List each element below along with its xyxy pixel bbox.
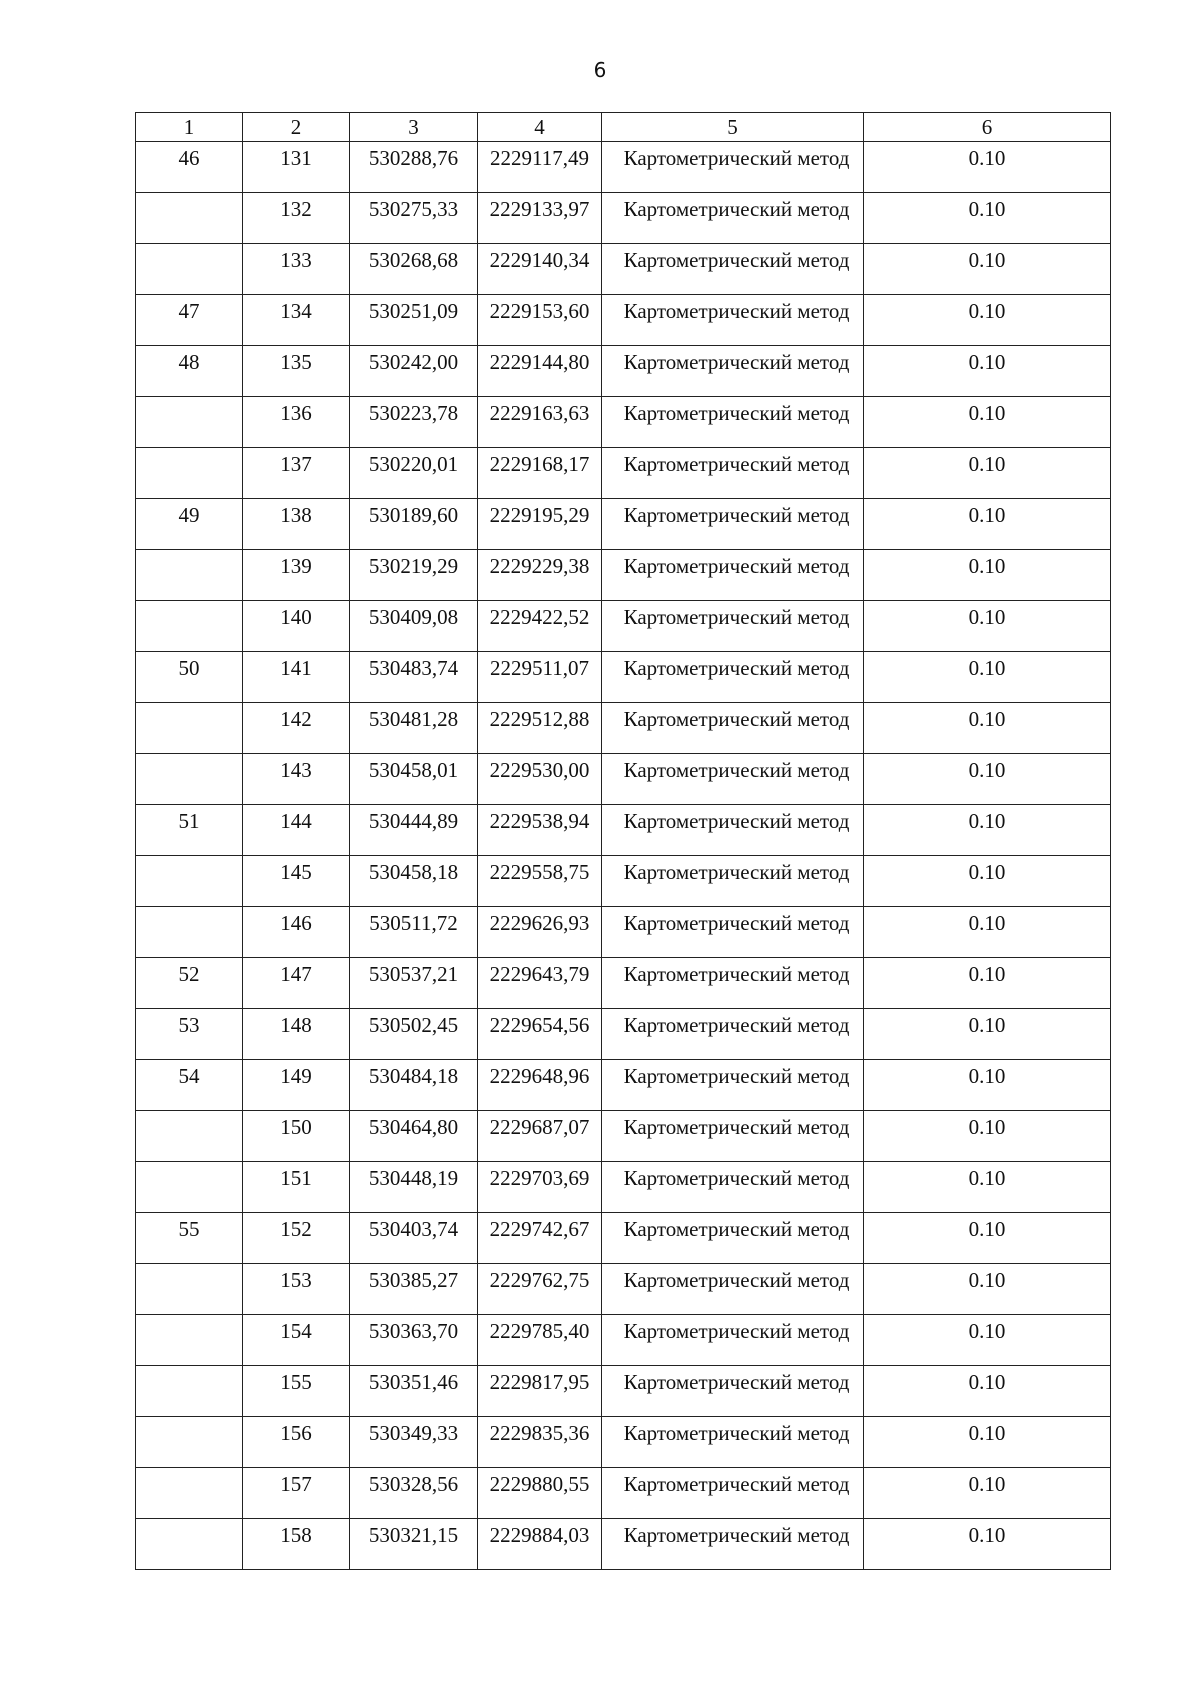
table-row — [136, 958, 1111, 1009]
x-coordinate-cell: 530351,46 — [350, 1366, 478, 1417]
method-cell: Картометрический метод — [602, 601, 864, 652]
table-row — [136, 1366, 1111, 1417]
part-number-cell — [136, 550, 243, 601]
point-number-cell: 156 — [243, 1417, 350, 1468]
accuracy-cell: 0.10 — [864, 1417, 1111, 1468]
header-cell: 6 — [864, 113, 1111, 142]
y-coordinate-cell: 2229133,97 — [478, 193, 602, 244]
y-coordinate-cell: 2229626,93 — [478, 907, 602, 958]
method-cell: Картометрический метод — [602, 907, 864, 958]
point-number-cell: 144 — [243, 805, 350, 856]
part-number-cell: 50 — [136, 652, 243, 703]
method-cell: Картометрический метод — [602, 805, 864, 856]
method-cell: Картометрический метод — [602, 1009, 864, 1060]
x-coordinate-cell: 530502,45 — [350, 1009, 478, 1060]
point-number-cell: 133 — [243, 244, 350, 295]
part-number-cell — [136, 193, 243, 244]
method-cell: Картометрический метод — [602, 295, 864, 346]
accuracy-cell: 0.10 — [864, 703, 1111, 754]
y-coordinate-cell: 2229512,88 — [478, 703, 602, 754]
accuracy-cell: 0.10 — [864, 856, 1111, 907]
method-cell: Картометрический метод — [602, 142, 864, 193]
part-number-cell — [136, 397, 243, 448]
accuracy-cell: 0.10 — [864, 805, 1111, 856]
y-coordinate-cell: 2229530,00 — [478, 754, 602, 805]
y-coordinate-cell: 2229762,75 — [478, 1264, 602, 1315]
accuracy-cell: 0.10 — [864, 499, 1111, 550]
part-number-cell: 52 — [136, 958, 243, 1009]
method-cell: Картометрический метод — [602, 193, 864, 244]
point-number-cell: 137 — [243, 448, 350, 499]
accuracy-cell: 0.10 — [864, 754, 1111, 805]
table-row — [136, 1468, 1111, 1519]
y-coordinate-cell: 2229117,49 — [478, 142, 602, 193]
header-cell: 2 — [243, 113, 350, 142]
accuracy-cell: 0.10 — [864, 958, 1111, 1009]
point-number-cell: 158 — [243, 1519, 350, 1570]
x-coordinate-cell: 530385,27 — [350, 1264, 478, 1315]
part-number-cell: 49 — [136, 499, 243, 550]
accuracy-cell: 0.10 — [864, 1315, 1111, 1366]
x-coordinate-cell: 530251,09 — [350, 295, 478, 346]
point-number-cell: 136 — [243, 397, 350, 448]
y-coordinate-cell: 2229153,60 — [478, 295, 602, 346]
accuracy-cell: 0.10 — [864, 1366, 1111, 1417]
table-row — [136, 397, 1111, 448]
x-coordinate-cell: 530275,33 — [350, 193, 478, 244]
method-cell: Картометрический метод — [602, 1060, 864, 1111]
y-coordinate-cell: 2229648,96 — [478, 1060, 602, 1111]
part-number-cell: 47 — [136, 295, 243, 346]
x-coordinate-cell: 530444,89 — [350, 805, 478, 856]
point-number-cell: 147 — [243, 958, 350, 1009]
table-row — [136, 499, 1111, 550]
x-coordinate-cell: 530403,74 — [350, 1213, 478, 1264]
point-number-cell: 151 — [243, 1162, 350, 1213]
method-cell: Картометрический метод — [602, 958, 864, 1009]
x-coordinate-cell: 530484,18 — [350, 1060, 478, 1111]
x-coordinate-cell: 530537,21 — [350, 958, 478, 1009]
point-number-cell: 154 — [243, 1315, 350, 1366]
y-coordinate-cell: 2229229,38 — [478, 550, 602, 601]
accuracy-cell: 0.10 — [864, 193, 1111, 244]
part-number-cell — [136, 1417, 243, 1468]
table-row — [136, 1315, 1111, 1366]
table-row — [136, 295, 1111, 346]
method-cell: Картометрический метод — [602, 1213, 864, 1264]
table-row — [136, 1111, 1111, 1162]
table-row — [136, 856, 1111, 907]
method-cell: Картометрический метод — [602, 1162, 864, 1213]
y-coordinate-cell: 2229511,07 — [478, 652, 602, 703]
part-number-cell — [136, 856, 243, 907]
part-number-cell: 51 — [136, 805, 243, 856]
x-coordinate-cell: 530242,00 — [350, 346, 478, 397]
part-number-cell — [136, 244, 243, 295]
method-cell: Картометрический метод — [602, 1417, 864, 1468]
table-row — [136, 703, 1111, 754]
method-cell: Картометрический метод — [602, 1366, 864, 1417]
y-coordinate-cell: 2229742,67 — [478, 1213, 602, 1264]
part-number-cell — [136, 1519, 243, 1570]
method-cell: Картометрический метод — [602, 754, 864, 805]
part-number-cell — [136, 448, 243, 499]
part-number-cell: 55 — [136, 1213, 243, 1264]
part-number-cell: 46 — [136, 142, 243, 193]
x-coordinate-cell: 530328,56 — [350, 1468, 478, 1519]
part-number-cell: 48 — [136, 346, 243, 397]
x-coordinate-cell: 530321,15 — [350, 1519, 478, 1570]
point-number-cell: 152 — [243, 1213, 350, 1264]
point-number-cell: 132 — [243, 193, 350, 244]
accuracy-cell: 0.10 — [864, 142, 1111, 193]
accuracy-cell: 0.10 — [864, 601, 1111, 652]
table-row — [136, 907, 1111, 958]
point-number-cell: 148 — [243, 1009, 350, 1060]
part-number-cell — [136, 907, 243, 958]
y-coordinate-cell: 2229785,40 — [478, 1315, 602, 1366]
table-row — [136, 754, 1111, 805]
accuracy-cell: 0.10 — [864, 550, 1111, 601]
table-row — [136, 193, 1111, 244]
part-number-cell: 54 — [136, 1060, 243, 1111]
x-coordinate-cell: 530189,60 — [350, 499, 478, 550]
y-coordinate-cell: 2229884,03 — [478, 1519, 602, 1570]
method-cell: Картометрический метод — [602, 652, 864, 703]
point-number-cell: 140 — [243, 601, 350, 652]
point-number-cell: 150 — [243, 1111, 350, 1162]
y-coordinate-cell: 2229835,36 — [478, 1417, 602, 1468]
y-coordinate-cell: 2229144,80 — [478, 346, 602, 397]
y-coordinate-cell: 2229817,95 — [478, 1366, 602, 1417]
table-row — [136, 1417, 1111, 1468]
header-cell: 4 — [478, 113, 602, 142]
x-coordinate-cell: 530481,28 — [350, 703, 478, 754]
table-row — [136, 1009, 1111, 1060]
table-row — [136, 1060, 1111, 1111]
y-coordinate-cell: 2229163,63 — [478, 397, 602, 448]
point-number-cell: 131 — [243, 142, 350, 193]
y-coordinate-cell: 2229703,69 — [478, 1162, 602, 1213]
table-row — [136, 346, 1111, 397]
part-number-cell — [136, 1468, 243, 1519]
header-cell: 1 — [136, 113, 243, 142]
x-coordinate-cell: 530219,29 — [350, 550, 478, 601]
y-coordinate-cell: 2229654,56 — [478, 1009, 602, 1060]
y-coordinate-cell: 2229422,52 — [478, 601, 602, 652]
point-number-cell: 146 — [243, 907, 350, 958]
table-row — [136, 652, 1111, 703]
x-coordinate-cell: 530349,33 — [350, 1417, 478, 1468]
point-number-cell: 142 — [243, 703, 350, 754]
table-row — [136, 1213, 1111, 1264]
point-number-cell: 138 — [243, 499, 350, 550]
table-row — [136, 1519, 1111, 1570]
point-number-cell: 134 — [243, 295, 350, 346]
part-number-cell — [136, 1264, 243, 1315]
y-coordinate-cell: 2229168,17 — [478, 448, 602, 499]
x-coordinate-cell: 530448,19 — [350, 1162, 478, 1213]
y-coordinate-cell: 2229140,34 — [478, 244, 602, 295]
method-cell: Картометрический метод — [602, 703, 864, 754]
point-number-cell: 153 — [243, 1264, 350, 1315]
table-row — [136, 805, 1111, 856]
x-coordinate-cell: 530220,01 — [350, 448, 478, 499]
point-number-cell: 143 — [243, 754, 350, 805]
x-coordinate-cell: 530511,72 — [350, 907, 478, 958]
x-coordinate-cell: 530223,78 — [350, 397, 478, 448]
y-coordinate-cell: 2229538,94 — [478, 805, 602, 856]
accuracy-cell: 0.10 — [864, 244, 1111, 295]
method-cell: Картометрический метод — [602, 1315, 864, 1366]
part-number-cell — [136, 754, 243, 805]
accuracy-cell: 0.10 — [864, 448, 1111, 499]
table-row — [136, 550, 1111, 601]
method-cell: Картометрический метод — [602, 856, 864, 907]
coordinates-table — [135, 112, 1111, 1570]
point-number-cell: 145 — [243, 856, 350, 907]
header-row — [136, 113, 1111, 142]
y-coordinate-cell: 2229643,79 — [478, 958, 602, 1009]
accuracy-cell: 0.10 — [864, 1162, 1111, 1213]
header-cell: 5 — [602, 113, 864, 142]
point-number-cell: 139 — [243, 550, 350, 601]
x-coordinate-cell: 530288,76 — [350, 142, 478, 193]
method-cell: Картометрический метод — [602, 448, 864, 499]
table-row — [136, 142, 1111, 193]
x-coordinate-cell: 530464,80 — [350, 1111, 478, 1162]
header-cell: 3 — [350, 113, 478, 142]
x-coordinate-cell: 530483,74 — [350, 652, 478, 703]
part-number-cell — [136, 1366, 243, 1417]
method-cell: Картометрический метод — [602, 346, 864, 397]
x-coordinate-cell: 530268,68 — [350, 244, 478, 295]
part-number-cell — [136, 703, 243, 754]
accuracy-cell: 0.10 — [864, 1213, 1111, 1264]
part-number-cell: 53 — [136, 1009, 243, 1060]
accuracy-cell: 0.10 — [864, 1468, 1111, 1519]
table-row — [136, 244, 1111, 295]
method-cell: Картометрический метод — [602, 244, 864, 295]
table-row — [136, 1264, 1111, 1315]
accuracy-cell: 0.10 — [864, 907, 1111, 958]
point-number-cell: 149 — [243, 1060, 350, 1111]
accuracy-cell: 0.10 — [864, 1264, 1111, 1315]
accuracy-cell: 0.10 — [864, 1009, 1111, 1060]
accuracy-cell: 0.10 — [864, 346, 1111, 397]
point-number-cell: 157 — [243, 1468, 350, 1519]
method-cell: Картометрический метод — [602, 1111, 864, 1162]
part-number-cell — [136, 1162, 243, 1213]
method-cell: Картометрический метод — [602, 1468, 864, 1519]
accuracy-cell: 0.10 — [864, 397, 1111, 448]
table-row — [136, 448, 1111, 499]
accuracy-cell: 0.10 — [864, 295, 1111, 346]
accuracy-cell: 0.10 — [864, 652, 1111, 703]
part-number-cell — [136, 1315, 243, 1366]
point-number-cell: 135 — [243, 346, 350, 397]
method-cell: Картометрический метод — [602, 1519, 864, 1570]
accuracy-cell: 0.10 — [864, 1111, 1111, 1162]
x-coordinate-cell: 530409,08 — [350, 601, 478, 652]
y-coordinate-cell: 2229880,55 — [478, 1468, 602, 1519]
y-coordinate-cell: 2229687,07 — [478, 1111, 602, 1162]
part-number-cell — [136, 601, 243, 652]
y-coordinate-cell: 2229195,29 — [478, 499, 602, 550]
method-cell: Картометрический метод — [602, 397, 864, 448]
x-coordinate-cell: 530458,18 — [350, 856, 478, 907]
x-coordinate-cell: 530363,70 — [350, 1315, 478, 1366]
accuracy-cell: 0.10 — [864, 1060, 1111, 1111]
y-coordinate-cell: 2229558,75 — [478, 856, 602, 907]
point-number-cell: 155 — [243, 1366, 350, 1417]
method-cell: Картометрический метод — [602, 1264, 864, 1315]
table-row — [136, 1162, 1111, 1213]
table-row — [136, 601, 1111, 652]
x-coordinate-cell: 530458,01 — [350, 754, 478, 805]
accuracy-cell: 0.10 — [864, 1519, 1111, 1570]
point-number-cell: 141 — [243, 652, 350, 703]
page-number: 6 — [593, 58, 607, 82]
part-number-cell — [136, 1111, 243, 1162]
method-cell: Картометрический метод — [602, 499, 864, 550]
method-cell: Картометрический метод — [602, 550, 864, 601]
